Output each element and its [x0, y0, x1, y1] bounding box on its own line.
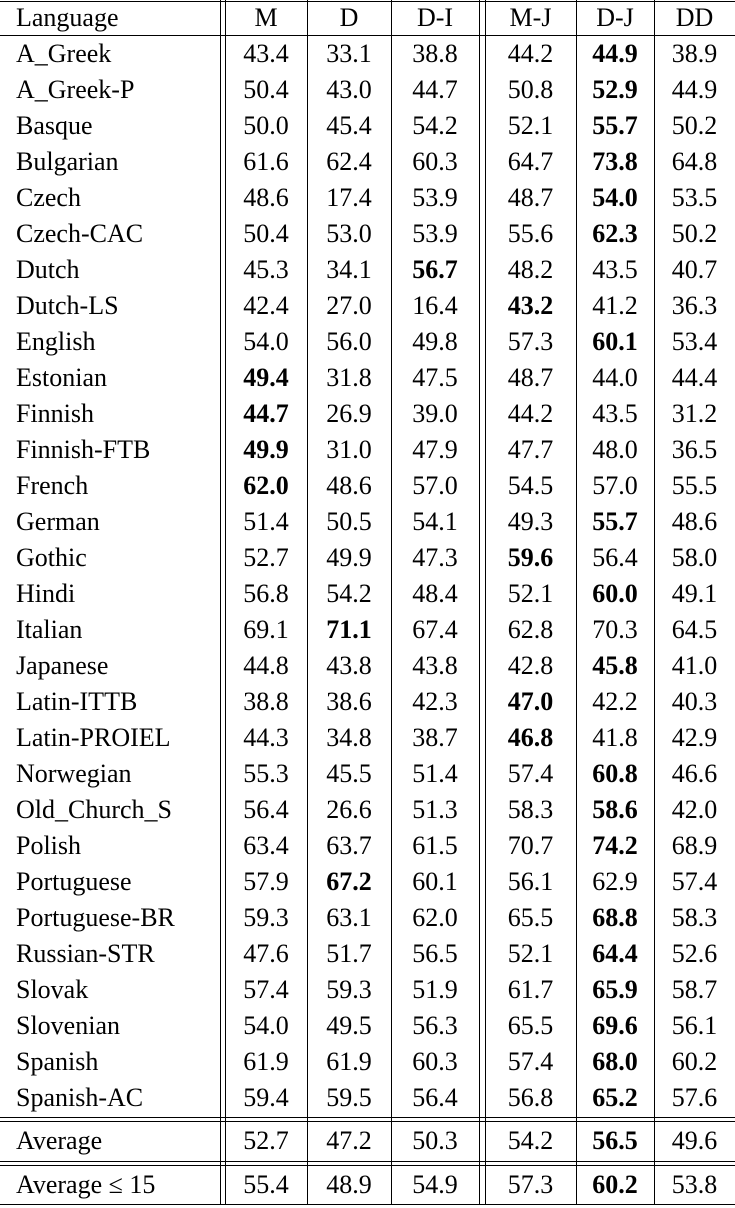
value-cell: 60.1 — [412, 867, 458, 896]
horizontal-rule — [0, 1121, 735, 1122]
value-cell: 62.0 — [412, 903, 458, 932]
value-cell: 64.8 — [671, 147, 718, 176]
language-cell: Latin-ITTB — [16, 687, 138, 716]
value-cell: 50.8 — [507, 75, 554, 104]
value-cell: 52.1 — [507, 111, 554, 140]
value-cell: 41.2 — [592, 291, 638, 320]
value-cell: 41.8 — [592, 723, 638, 752]
value-cell: 60.3 — [412, 1047, 458, 1076]
value-cell: 54.0 — [243, 327, 289, 356]
value-cell: 50.5 — [326, 507, 372, 536]
value-cell: 62.0 — [243, 471, 289, 500]
value-cell: 60.0 — [592, 579, 638, 608]
table-row — [0, 1044, 735, 1080]
value-cell: 55.6 — [507, 219, 554, 248]
value-cell: 54.2 — [507, 1126, 554, 1155]
value-cell: 58.7 — [671, 975, 718, 1004]
value-cell: 58.0 — [671, 543, 718, 572]
value-cell: 55.3 — [243, 759, 289, 788]
value-cell: 40.3 — [671, 687, 718, 716]
value-cell: 49.4 — [243, 363, 289, 392]
language-cell: Slovenian — [16, 1011, 120, 1040]
value-cell: 69.6 — [592, 1011, 638, 1040]
language-cell: A_Greek — [16, 39, 112, 68]
value-cell: 38.7 — [412, 723, 458, 752]
table-row — [0, 468, 735, 504]
table-row — [0, 432, 735, 468]
value-cell: D — [339, 3, 359, 32]
value-cell: 44.7 — [243, 399, 289, 428]
language-cell: Latin-PROIEL — [16, 723, 171, 752]
value-cell: 44.7 — [412, 75, 458, 104]
value-cell: 54.2 — [412, 111, 458, 140]
value-cell: 74.2 — [592, 831, 638, 860]
value-cell: 60.2 — [671, 1047, 718, 1076]
value-cell: 50.3 — [412, 1126, 458, 1155]
value-cell: 45.3 — [243, 255, 289, 284]
value-cell: 44.4 — [671, 363, 718, 392]
language-cell: Japanese — [16, 651, 109, 680]
language-cell: Russian-STR — [16, 939, 155, 968]
value-cell: 56.5 — [412, 939, 458, 968]
value-cell: 47.0 — [507, 687, 554, 716]
value-cell: 16.4 — [412, 291, 458, 320]
value-cell: 67.4 — [412, 615, 458, 644]
value-cell: 47.2 — [326, 1126, 372, 1155]
language-cell: Polish — [16, 831, 82, 860]
value-cell: 59.3 — [326, 975, 372, 1004]
value-cell: 44.0 — [592, 363, 638, 392]
value-cell: 48.6 — [671, 507, 718, 536]
value-cell: 54.2 — [326, 579, 372, 608]
value-cell: 58.3 — [507, 795, 554, 824]
value-cell: DD — [675, 3, 714, 32]
value-cell: 60.3 — [412, 147, 458, 176]
value-cell: 59.6 — [507, 543, 554, 572]
language-cell: A_Greek-P — [16, 75, 135, 104]
value-cell: 61.5 — [412, 831, 458, 860]
value-cell: 52.1 — [507, 579, 554, 608]
value-cell: 43.4 — [243, 39, 289, 68]
value-cell: 70.7 — [507, 831, 554, 860]
value-cell: 45.4 — [326, 111, 372, 140]
value-cell: 43.8 — [326, 651, 372, 680]
horizontal-rule — [0, 1117, 735, 1118]
value-cell: 63.4 — [243, 831, 289, 860]
value-cell: 73.8 — [592, 147, 638, 176]
value-cell: M — [254, 3, 278, 32]
language-cell: French — [16, 471, 89, 500]
value-cell: 57.4 — [507, 759, 554, 788]
value-cell: 56.4 — [412, 1083, 458, 1112]
value-cell: 41.0 — [671, 651, 718, 680]
value-cell: 52.9 — [592, 75, 638, 104]
value-cell: 56.4 — [243, 795, 289, 824]
table-row — [0, 828, 735, 864]
value-cell: 51.3 — [412, 795, 458, 824]
value-cell: 63.1 — [326, 903, 372, 932]
value-cell: 54.0 — [243, 1011, 289, 1040]
value-cell: 52.1 — [507, 939, 554, 968]
value-cell: 52.6 — [671, 939, 718, 968]
value-cell: 49.5 — [326, 1011, 372, 1040]
vertical-rule — [654, 0, 655, 1205]
vertical-rule — [485, 0, 486, 1205]
language-cell: Old_Church_S — [16, 795, 172, 824]
value-cell: 47.9 — [412, 435, 458, 464]
header-row — [0, 0, 735, 36]
value-cell: 57.3 — [507, 1170, 554, 1199]
language-cell: Portuguese-BR — [16, 903, 175, 932]
value-cell: 56.5 — [592, 1126, 638, 1155]
language-cell: English — [16, 327, 96, 356]
average-row — [0, 1122, 735, 1160]
language-cell: Spanish — [16, 1047, 99, 1076]
table-row — [0, 108, 735, 144]
value-cell: 53.4 — [671, 327, 718, 356]
value-cell: 71.1 — [326, 615, 372, 644]
value-cell: 38.6 — [326, 687, 372, 716]
value-cell: 50.4 — [243, 219, 289, 248]
value-cell: 64.5 — [671, 615, 718, 644]
value-cell: 17.4 — [326, 183, 372, 212]
value-cell: 54.9 — [412, 1170, 458, 1199]
value-cell: 42.4 — [243, 291, 289, 320]
value-cell: 49.1 — [671, 579, 718, 608]
value-cell: 61.9 — [326, 1047, 372, 1076]
value-cell: 61.9 — [243, 1047, 289, 1076]
value-cell: 57.6 — [671, 1083, 718, 1112]
language-cell: Estonian — [16, 363, 107, 392]
table-row — [0, 936, 735, 972]
value-cell: 51.7 — [326, 939, 372, 968]
value-cell: 67.2 — [326, 867, 372, 896]
value-cell: 65.5 — [507, 1011, 554, 1040]
value-cell: 53.0 — [326, 219, 372, 248]
value-cell: 38.8 — [243, 687, 289, 716]
value-cell: 26.6 — [326, 795, 372, 824]
value-cell: 34.8 — [326, 723, 372, 752]
horizontal-rule — [0, 1165, 735, 1166]
value-cell: 44.9 — [671, 75, 718, 104]
value-cell: 44.9 — [592, 39, 638, 68]
language-cell: German — [16, 507, 100, 536]
value-cell: 59.4 — [243, 1083, 289, 1112]
value-cell: 39.0 — [412, 399, 458, 428]
value-cell: 42.9 — [671, 723, 718, 752]
value-cell: 40.7 — [671, 255, 718, 284]
value-cell: 56.1 — [507, 867, 554, 896]
horizontal-rule — [0, 35, 735, 36]
value-cell: 50.2 — [671, 219, 718, 248]
language-cell: Dutch-LS — [16, 291, 119, 320]
language-cell: Czech — [16, 183, 81, 212]
value-cell: 36.5 — [671, 435, 718, 464]
value-cell: 70.3 — [592, 615, 638, 644]
value-cell: 47.5 — [412, 363, 458, 392]
language-cell: Portuguese — [16, 867, 132, 896]
value-cell: 48.6 — [243, 183, 289, 212]
language-cell: Italian — [16, 615, 83, 644]
value-cell: 57.4 — [507, 1047, 554, 1076]
language-cell: Basque — [16, 111, 93, 140]
horizontal-rule — [0, 1, 735, 2]
value-cell: 53.8 — [671, 1170, 718, 1199]
value-cell: 43.2 — [507, 291, 554, 320]
value-cell: 62.8 — [507, 615, 554, 644]
table-row — [0, 144, 735, 180]
value-cell: 50.4 — [243, 75, 289, 104]
value-cell: 51.9 — [412, 975, 458, 1004]
vertical-rule — [307, 0, 308, 1205]
value-cell: 56.4 — [592, 543, 638, 572]
value-cell: 45.5 — [326, 759, 372, 788]
value-cell: 49.6 — [671, 1126, 718, 1155]
language-cell: Average ≤ 15 — [16, 1170, 156, 1199]
value-cell: 57.9 — [243, 867, 289, 896]
value-cell: 34.1 — [326, 255, 372, 284]
value-cell: 57.3 — [507, 327, 554, 356]
table-row — [0, 1008, 735, 1044]
table-row — [0, 900, 735, 936]
value-cell: 43.5 — [592, 399, 638, 428]
value-cell: 43.8 — [412, 651, 458, 680]
value-cell: 44.2 — [507, 399, 554, 428]
table-row — [0, 972, 735, 1008]
language-cell: Dutch — [16, 255, 80, 284]
vertical-rule — [479, 0, 480, 1205]
value-cell: 51.4 — [243, 507, 289, 536]
value-cell: 61.7 — [507, 975, 554, 1004]
value-cell: D-I — [416, 3, 454, 32]
vertical-rule — [576, 0, 577, 1205]
value-cell: 42.2 — [592, 687, 638, 716]
value-cell: 42.0 — [671, 795, 718, 824]
value-cell: 42.8 — [507, 651, 554, 680]
value-cell: 49.8 — [412, 327, 458, 356]
value-cell: 56.8 — [507, 1083, 554, 1112]
language-cell: Finnish-FTB — [16, 435, 151, 464]
value-cell: 48.2 — [507, 255, 554, 284]
value-cell: 50.0 — [243, 111, 289, 140]
value-cell: 68.9 — [671, 831, 718, 860]
value-cell: 31.8 — [326, 363, 372, 392]
language-cell: Gothic — [16, 543, 87, 572]
value-cell: 62.3 — [592, 219, 638, 248]
value-cell: 57.0 — [592, 471, 638, 500]
value-cell: 38.9 — [671, 39, 718, 68]
value-cell: 57.4 — [671, 867, 718, 896]
value-cell: 59.5 — [326, 1083, 372, 1112]
value-cell: 53.5 — [671, 183, 718, 212]
value-cell: 64.7 — [507, 147, 554, 176]
value-cell: 43.5 — [592, 255, 638, 284]
table-row — [0, 540, 735, 576]
table-row — [0, 576, 735, 612]
average-le15-row — [0, 1166, 735, 1204]
value-cell: 48.4 — [412, 579, 458, 608]
value-cell: 61.6 — [243, 147, 289, 176]
value-cell: 45.8 — [592, 651, 638, 680]
value-cell: 56.3 — [412, 1011, 458, 1040]
language-cell: Hindi — [16, 579, 76, 608]
value-cell: 64.4 — [592, 939, 638, 968]
table-row — [0, 36, 735, 72]
value-cell: 62.9 — [592, 867, 638, 896]
value-cell: 48.6 — [326, 471, 372, 500]
value-cell: 55.4 — [243, 1170, 289, 1199]
language-cell: Finnish — [16, 399, 95, 428]
table-row — [0, 252, 735, 288]
language-cell: Spanish-AC — [16, 1083, 144, 1112]
value-cell: 55.7 — [592, 111, 638, 140]
table-row — [0, 792, 735, 828]
value-cell: 49.3 — [507, 507, 554, 536]
vertical-rule — [225, 0, 226, 1205]
language-cell: Czech-CAC — [16, 219, 144, 248]
table-row — [0, 180, 735, 216]
table-row — [0, 864, 735, 900]
value-cell: 33.1 — [326, 39, 372, 68]
value-cell: 65.5 — [507, 903, 554, 932]
value-cell: 48.7 — [507, 183, 554, 212]
table-row — [0, 396, 735, 432]
horizontal-rule — [0, 1204, 735, 1205]
table-row — [0, 360, 735, 396]
value-cell: 52.7 — [243, 543, 289, 572]
value-cell: 38.8 — [412, 39, 458, 68]
language-cell: Slovak — [16, 975, 89, 1004]
table-row — [0, 720, 735, 756]
value-cell: 50.2 — [671, 111, 718, 140]
value-cell: 68.8 — [592, 903, 638, 932]
value-cell: 48.0 — [592, 435, 638, 464]
value-cell: 58.6 — [592, 795, 638, 824]
value-cell: 49.9 — [326, 543, 372, 572]
value-cell: 48.9 — [326, 1170, 372, 1199]
value-cell: 56.8 — [243, 579, 289, 608]
value-cell: 56.0 — [326, 327, 372, 356]
value-cell: 65.9 — [592, 975, 638, 1004]
value-cell: D-J — [596, 3, 634, 32]
value-cell: 54.0 — [592, 183, 638, 212]
table-row — [0, 1080, 735, 1116]
table-row — [0, 684, 735, 720]
vertical-rule — [220, 0, 221, 1205]
language-cell: Average — [16, 1126, 103, 1155]
language-cell: Language — [16, 3, 119, 32]
value-cell: 68.0 — [592, 1047, 638, 1076]
table-row — [0, 216, 735, 252]
value-cell: 27.0 — [326, 291, 372, 320]
value-cell: 57.0 — [412, 471, 458, 500]
value-cell: 60.8 — [592, 759, 638, 788]
value-cell: 59.3 — [243, 903, 289, 932]
value-cell: 46.6 — [671, 759, 718, 788]
value-cell: 46.8 — [507, 723, 554, 752]
value-cell: 54.1 — [412, 507, 458, 536]
table-row — [0, 612, 735, 648]
value-cell: 58.3 — [671, 903, 718, 932]
table-row — [0, 72, 735, 108]
value-cell: 42.3 — [412, 687, 458, 716]
value-cell: 48.7 — [507, 363, 554, 392]
value-cell: 43.0 — [326, 75, 372, 104]
value-cell: 47.7 — [507, 435, 554, 464]
value-cell: 60.1 — [592, 327, 638, 356]
value-cell: 69.1 — [243, 615, 289, 644]
table-row — [0, 288, 735, 324]
value-cell: 56.7 — [412, 255, 458, 284]
horizontal-rule — [0, 1161, 735, 1162]
value-cell: 31.2 — [671, 399, 718, 428]
table-row — [0, 756, 735, 792]
value-cell: 62.4 — [326, 147, 372, 176]
value-cell: 65.2 — [592, 1083, 638, 1112]
value-cell: 57.4 — [243, 975, 289, 1004]
value-cell: 31.0 — [326, 435, 372, 464]
value-cell: 52.7 — [243, 1126, 289, 1155]
value-cell: 44.3 — [243, 723, 289, 752]
vertical-rule — [391, 0, 392, 1205]
value-cell: 51.4 — [412, 759, 458, 788]
table-row — [0, 504, 735, 540]
table-row — [0, 648, 735, 684]
value-cell: 60.2 — [592, 1170, 638, 1199]
value-cell: 54.5 — [507, 471, 554, 500]
value-cell: 55.5 — [671, 471, 718, 500]
value-cell: 47.3 — [412, 543, 458, 572]
table-row — [0, 324, 735, 360]
value-cell: 44.2 — [507, 39, 554, 68]
value-cell: M-J — [509, 3, 552, 32]
value-cell: 53.9 — [412, 219, 458, 248]
value-cell: 55.7 — [592, 507, 638, 536]
value-cell: 53.9 — [412, 183, 458, 212]
language-cell: Bulgarian — [16, 147, 119, 176]
value-cell: 26.9 — [326, 399, 372, 428]
value-cell: 36.3 — [671, 291, 718, 320]
language-cell: Norwegian — [16, 759, 132, 788]
value-cell: 47.6 — [243, 939, 289, 968]
value-cell: 49.9 — [243, 435, 289, 464]
value-cell: 63.7 — [326, 831, 372, 860]
value-cell: 56.1 — [671, 1011, 718, 1040]
value-cell: 44.8 — [243, 651, 289, 680]
